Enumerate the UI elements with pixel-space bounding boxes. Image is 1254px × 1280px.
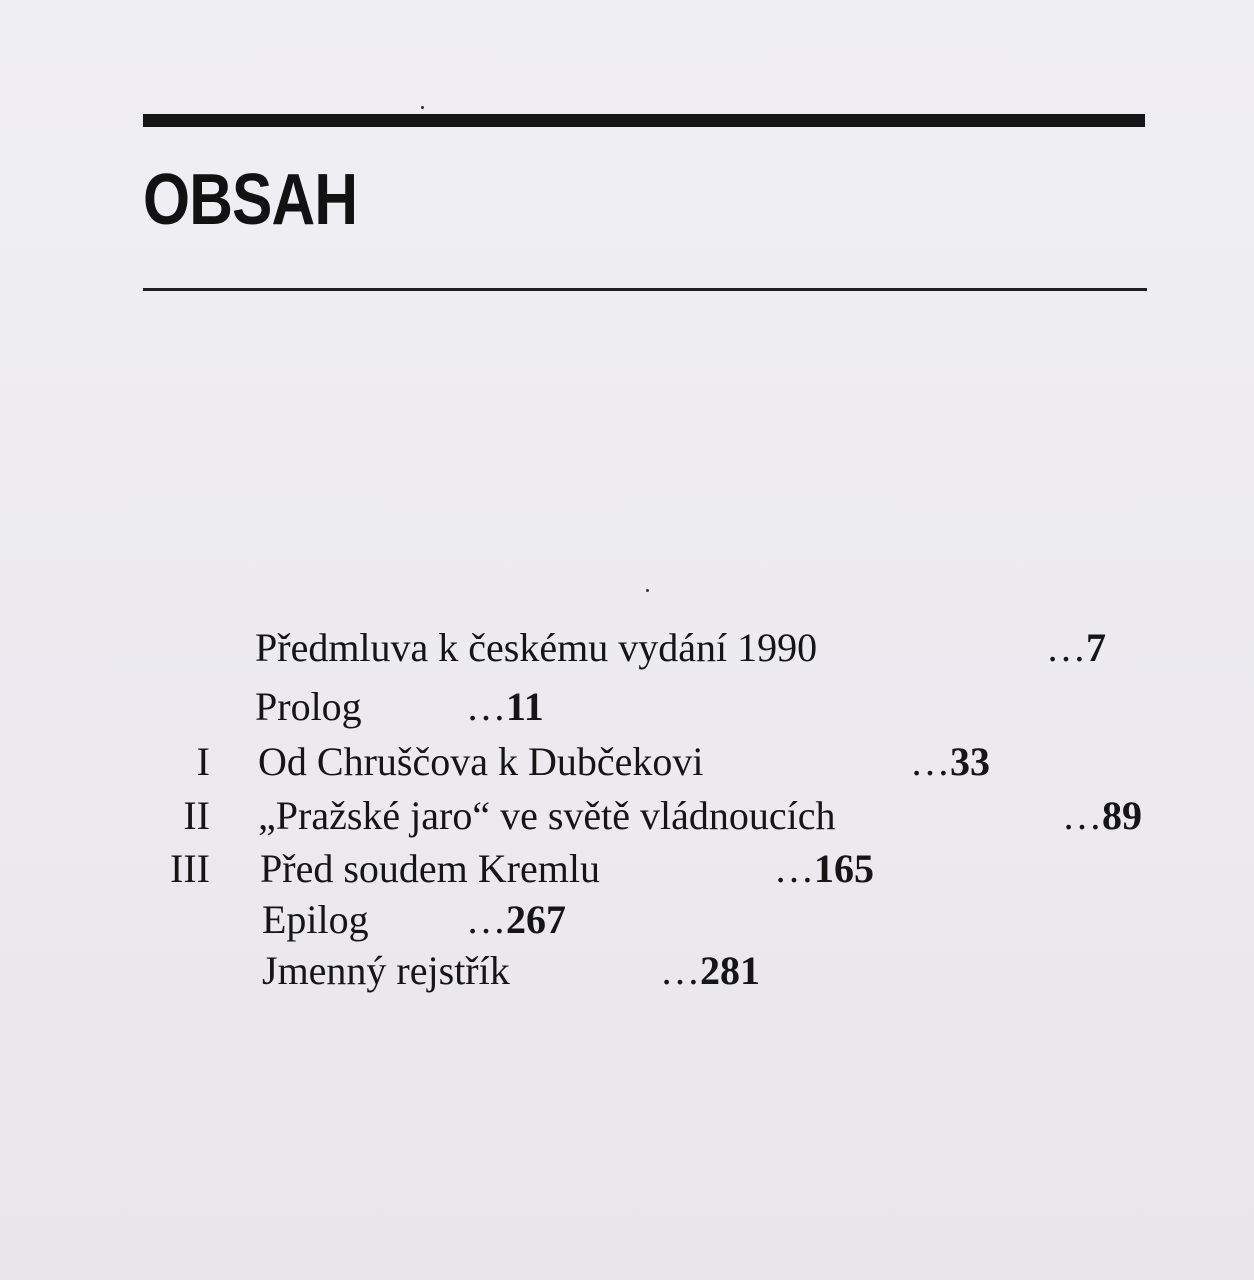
page-number bbox=[1062, 790, 1142, 842]
leader-dots: … bbox=[1046, 625, 1086, 670]
chapter-title: Od Chruščova k Dubčekovi bbox=[258, 739, 704, 784]
page-number bbox=[466, 894, 566, 946]
toc-entry-epilogue bbox=[0, 894, 1254, 946]
page-number-value: 267 bbox=[506, 897, 566, 942]
toc-entry-chapter-3 bbox=[0, 843, 1254, 895]
leader-dots: … bbox=[910, 739, 950, 784]
bottom-thin-rule bbox=[143, 288, 1147, 291]
chapter-number: I bbox=[196, 739, 210, 784]
page-number bbox=[466, 681, 544, 733]
chapter-title: Jmenný rejstřík bbox=[262, 948, 510, 993]
chapter-number: II bbox=[183, 793, 210, 838]
leader-dots: … bbox=[466, 897, 506, 942]
page-number bbox=[660, 945, 760, 997]
chapter-number: III bbox=[170, 846, 210, 891]
page-number bbox=[774, 843, 874, 895]
leader-dots: … bbox=[1062, 793, 1102, 838]
leader-dots: … bbox=[660, 948, 700, 993]
speck-mark bbox=[646, 589, 649, 592]
speck-mark bbox=[421, 106, 424, 109]
page-title: OBSAH bbox=[143, 160, 358, 240]
page-number-value: 7 bbox=[1086, 625, 1106, 670]
toc-entry-chapter-2 bbox=[0, 790, 1254, 842]
toc-entry-prologue bbox=[0, 681, 1254, 733]
chapter-title: Epilog bbox=[262, 897, 369, 942]
chapter-title: Prolog bbox=[255, 684, 362, 729]
chapter-title: Předmluva k českému vydání 1990 bbox=[255, 625, 818, 670]
top-thick-rule bbox=[143, 114, 1145, 127]
page-number bbox=[910, 736, 990, 788]
leader-dots: … bbox=[466, 684, 506, 729]
page-number-value: 165 bbox=[814, 846, 874, 891]
leader-dots: … bbox=[774, 846, 814, 891]
toc-entry-foreword bbox=[0, 622, 1254, 674]
page-number-value: 89 bbox=[1102, 793, 1142, 838]
chapter-title: „Pražské jaro“ ve světě vládnoucích bbox=[258, 793, 836, 838]
page-number-value: 33 bbox=[950, 739, 990, 784]
toc-entry-chapter-1 bbox=[0, 736, 1254, 788]
page-number-value: 11 bbox=[506, 684, 544, 729]
page-number-value: 281 bbox=[700, 948, 760, 993]
toc-entry-name-index bbox=[0, 945, 1254, 997]
chapter-title: Před soudem Kremlu bbox=[260, 846, 600, 891]
page-number bbox=[1046, 622, 1106, 674]
